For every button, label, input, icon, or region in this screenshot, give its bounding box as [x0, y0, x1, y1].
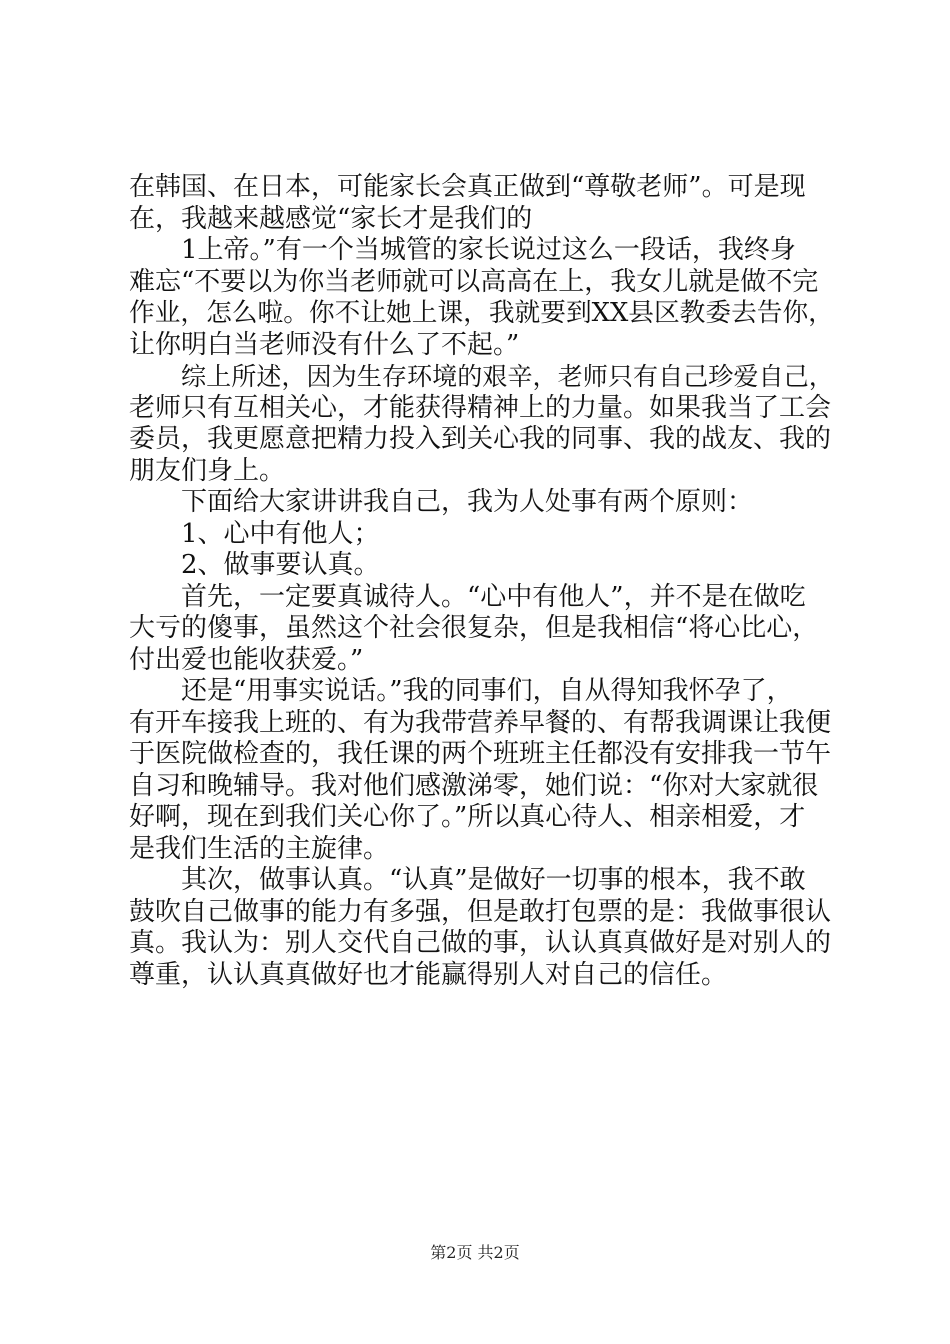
text-line: 难忘“不要以为你当老师就可以高高在上，我女儿就是做不完: [129, 266, 819, 297]
text-line: 首先，一定要真诚待人。“心中有他人”，并不是在做吃: [181, 581, 806, 612]
text-line: 1上帝。”有一个当城管的家长说过这么一段话，我终身: [181, 235, 796, 265]
text-line: 于医院做检查的，我任课的两个班班主任都没有安排我一节午: [129, 739, 832, 769]
text-line: 大亏的傻事，虽然这个社会很复杂，但是我相信“将心比心，: [129, 613, 819, 643]
text-line: 还是“用事实说话。”我的同事们，自从得知我怀孕了，: [181, 676, 793, 706]
text-line: 自习和晚辅导。我对他们感激涕零，她们说：“你对大家就很: [129, 770, 819, 801]
page-number-label: 第2页 共2页: [430, 1243, 520, 1262]
text-line: 下面给大家讲讲我自己，我为人处事有两个原则：: [181, 487, 754, 517]
text-line: 朋友们身上。: [129, 455, 286, 486]
text-line: 尊重，认认真真做好也才能赢得别人对自己的信任。: [129, 959, 728, 990]
text-line: 在，我越来越感觉“家长才是我们的: [129, 203, 533, 234]
text-line: 1、心中有他人；: [181, 518, 380, 549]
text-line: 好啊，现在到我们关心你了。”所以真心待人、相亲相爱，才: [129, 802, 806, 832]
text-line: 付出爱也能收获爱。”: [129, 644, 364, 675]
text-line: 其次，做事认真。“认真”是做好一切事的根本，我不敢: [181, 865, 806, 895]
text-line: 在韩国、在日本，可能家长会真正做到“尊敬老师”。可是现: [129, 172, 806, 202]
text-line: 是我们生活的主旋律。: [129, 833, 390, 864]
text-line: 2、做事要认真。: [181, 550, 380, 580]
text-line: 让你明白当老师没有什么了不起。”: [129, 329, 520, 360]
text-line: 作业，怎么啦。你不让她上课，我就要到XX县区教委去告你，: [129, 298, 834, 328]
text-line: 真。我认为：别人交代自己做的事，认认真真做好是对别人的: [129, 928, 832, 958]
text-line: 老师只有互相关心，才能获得精神上的力量。如果我当了工会: [129, 392, 832, 423]
text-line: 委员，我更愿意把精力投入到关心我的同事、我的战友、我的: [129, 424, 832, 454]
document-body: [129, 172, 834, 991]
text-line: 鼓吹自己做事的能力有多强，但是敢打包票的是：我做事很认: [129, 896, 832, 927]
text-line: 综上所述，因为生存环境的艰辛，老师只有自己珍爱自己，: [181, 362, 834, 391]
page-footer: [0, 1243, 950, 1263]
text-line: 有开车接我上班的、有为我带营养早餐的、有帮我调课让我便: [129, 707, 832, 738]
